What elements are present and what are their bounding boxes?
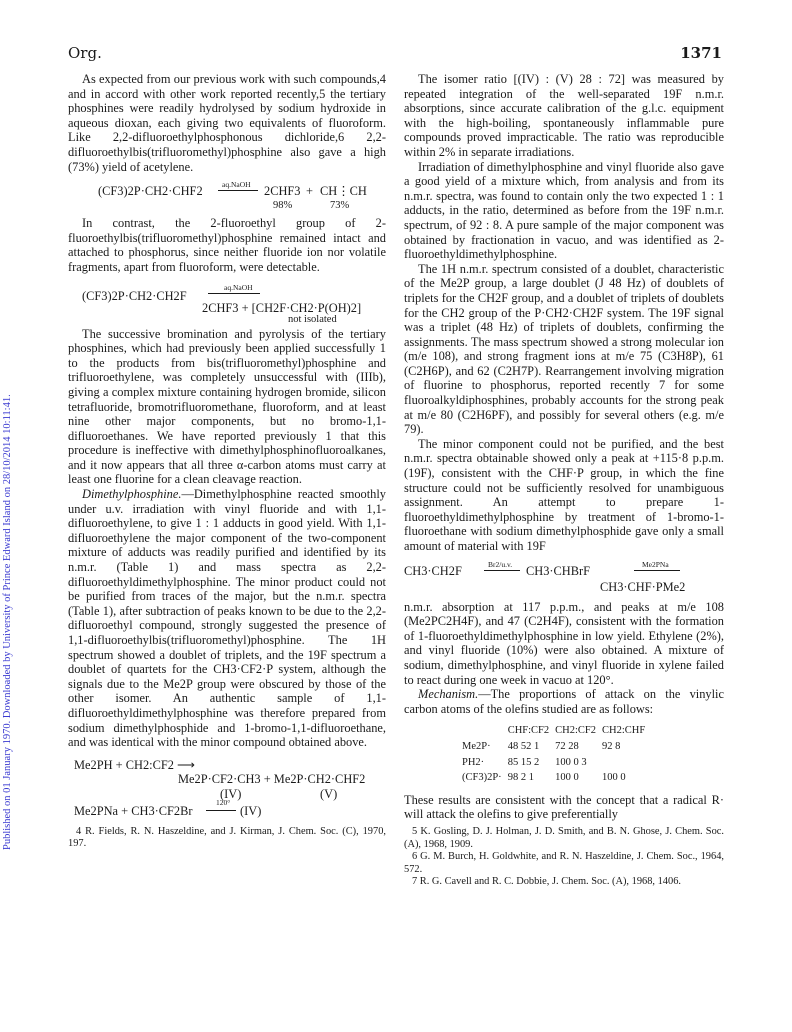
reaction-arrow [218, 190, 258, 191]
eq-intermediate: CH3·CHBrF [526, 563, 591, 578]
section-heading: Mechanism. [418, 687, 479, 702]
table-row: Me2P· 48 52 1 72 28 92 8 [462, 740, 621, 752]
paragraph: These results are consistent with the concept that a radical R· will attack the olefins to give preferentially [404, 792, 724, 822]
eq-product: (IV) [240, 803, 262, 818]
footnote: 5 K. Gosling, D. J. Holman, J. D. Smith, and B. N. Ghose, J. Chem. Soc. (A), 1968, 1909. [404, 825, 724, 850]
eq-products: 2CHF3 + [CH2F·CH2·P(OH)2] [202, 300, 362, 315]
paragraph: The isomer ratio [(IV) : (V) 28 : 72] was measured by repeated integration of the well-separated 19F n.m.r. absorptions, since accurate calibration of the g.l.c. equipment with the high-boiling, spontaneously inflammable pure compounds proved impracticable. The ratio was reproducible within 2% in separate irradiations. [404, 72, 724, 159]
eq-product: CH3·CHF·PMe2 [600, 579, 686, 594]
eq-reagent: Me2PNa [642, 559, 669, 569]
table-row: (CF3)2P· 98 2 1 100 0 100 0 [462, 772, 626, 784]
equation-hydrolysis-1 [68, 178, 386, 210]
paragraph: Mechanism.—The proportions of attack on the vinylic carbon atoms of the olefins studied are as follows: [404, 687, 724, 716]
eq-reagent: aq.NaOH [224, 282, 253, 292]
footnote: 7 R. G. Cavell and R. C. Dobbie, J. Chem. Soc. (A), 1968, 1406. [412, 876, 681, 888]
reaction-arrow [208, 293, 260, 294]
page-number: 1371 [680, 44, 722, 62]
provenance-sidenote[interactable]: Published on 01 January 1970. Downloaded by University of Prince Edward Island on 28/10/2014 10:11:41. [2, 394, 13, 850]
footnotes [68, 826, 386, 851]
table-row: PH2· 85 15 2 100 0 3 [462, 756, 587, 768]
table-header-row: CHF:CF2 CH2:CF2 CH2:CHF [507, 725, 646, 737]
eq-product: CH⋮CH [320, 184, 367, 199]
eq-yield: 98% [273, 200, 293, 212]
eq-reactant: CH3·CH2F [404, 563, 462, 578]
eq-reagent: 120° [216, 797, 231, 807]
equation-hydrolysis-2 [68, 279, 386, 325]
reaction-arrow [484, 570, 520, 571]
eq-line: Me2PNa + CH3·CF2Br [74, 803, 193, 818]
reaction-arrow [634, 570, 680, 571]
eq-label: (V) [320, 786, 338, 801]
reaction-arrow [206, 810, 236, 811]
paragraph: Irradiation of dimethylphosphine and vinyl fluoride also gave a good yield of a mixture which, from analysis and from its n.m.r. spectra, was found to contain only the two expected 1 : 1 adducts, in the ratio, determined as before from the 19F n.m.r. spectrum, of 92 : 8. A pure sample of the major component was obtained by fractionation in vacuo, and was identified as 2-fluoroethyldimethylphosphine. [404, 159, 724, 262]
eq-product: 2CHF3 [264, 184, 301, 199]
footnote: 4 R. Fields, R. N. Haszeldine, and J. Kirman, J. Chem. Soc. (C), 1970, 197. [68, 825, 386, 850]
eq-note: not isolated [288, 313, 337, 325]
section-heading: Dimethylphosphine. [82, 487, 182, 502]
attack-proportions-table [462, 724, 651, 786]
right-column [404, 72, 724, 889]
equation-addition [68, 754, 386, 820]
eq-yield: 73% [330, 200, 350, 212]
paragraph: As expected from our previous work with such compounds,4 and in accord with other work reported recently,5 the tertiary phosphines were readily hydrolysed by sodium hydroxide in aqueous dioxan, each giving two equivalents of fluoroform. Like 2,2-difluoroethylphosphonous dichloride,6 2,2-difluoroethylbis(trifluoromethyl)phosphine also gave a high (73%) yield of acetylene. [68, 72, 386, 174]
paragraph: The 1H n.m.r. spectrum consisted of a doublet, characteristic of the Me2P group, a large doublet (J 48 Hz) of doublets of triplets for the CH2F group, and a doublet of triplets of doublets for the CH2 group of the P·CH2·CH2F system. The 19F signal was a triplet (48 Hz) of triplets of doublets, confirming the assignments. The mass spectrum showed a strong molecular ion (m/e 108), and strong fragment ions at m/e 75 (C3H8P), 61 (C2H6P), and 62 (C2H7P). Rearrangement involving migration of fluorine to phosphorus, reported recently 7 for some fluoroalkyldiphosphines, probably accounts for the strong peak at m/e 80 (C2H6PF), and possibly for several others (e.g. m/e 79). [404, 261, 724, 437]
eq-label: (IV) [220, 786, 242, 801]
paragraph: n.m.r. absorption at 117 p.p.m., and peaks at m/e 108 (Me2PC2H4F), and 47 (C2H4F), consistent with the formation of 1-fluoroethyldimethylphosphine in low yield. Ethylene (2%), and vinyl fluoride (10%) were also obtained. A mixture of sodium, dimethylphosphine, and vinyl fluoride in xylene failed to react during one week in vacuo at 120°. [404, 599, 724, 687]
footnotes [404, 826, 724, 889]
paragraph: The minor component could not be purified, and the best n.m.r. spectra obtainable showed only a peak at +115·8 p.p.m. (19F), consistent with the CHF·P group, in which the fine structure could not be sufficiently resolved for unambiguous assignment. An attempt to prepare 1-fluoroethyldimethylphosphine by treatment of 1-bromo-1-fluoroethane with sodium dimethylphosphide gave only a small amount of material with 19F [404, 436, 724, 553]
equation-bromination [404, 558, 724, 594]
eq-line: Me2PH + CH2:CF2 ⟶ [74, 757, 195, 772]
footnote: 6 G. M. Burch, H. Goldwhite, and R. N. Haszeldine, J. Chem. Soc., 1964, 572. [404, 851, 724, 875]
eq-reagent: aq.NaOH [222, 180, 251, 190]
eq-reactant: (CF3)2P·CH2·CHF2 [98, 184, 203, 199]
eq-reagent: Br2/u.v. [488, 559, 513, 569]
eq-line: Me2P·CF2·CH3 + Me2P·CH2·CHF2 [178, 771, 366, 786]
journal-section: Org. [68, 44, 102, 62]
paragraph: The successive bromination and pyrolysis of the tertiary phosphines, which had previously been applied successfully 1 to the products from bis(trifluoromethyl)phosphine and trifluoroethylene, was completely unsuccessful with (IIIb), giving a complex mixture containing hydrogen bromide, silicon tetrafluoride, bromotrifluoromethane, fluoroform, and at least nine other major components, but no bromo-1,1-difluoroethanes. We have reported previously 1 that this procedure is ineffective with dimethylphosphinofluoroalkanes, and it now appears that all three α-carbon atoms must carry at least one fluorine for a clean cleavage reaction. [68, 326, 386, 487]
eq-reactant: (CF3)2P·CH2·CH2F [82, 288, 187, 303]
paragraph: In contrast, the 2-fluoroethyl group of 2-fluoroethylbis(trifluoromethyl)phosphine remained intact and attached to phosphorus, since neither fluoride ion nor volatile fragments, apart from fluoroform, were detectable. [68, 216, 386, 274]
eq-plus: + [306, 184, 313, 199]
left-column [68, 72, 386, 851]
paragraph: Dimethylphosphine.—Dimethylphosphine reacted smoothly under u.v. irradiation with vinyl fluoride and with 1,1-difluoroethylene, to give 1 : 1 adducts in good yield. With 1,1-difluoroethylene the major component of the two-component mixture of adducts was readily purified and identified by its n.m.r. (Table 1) and mass spectra as 2,2-difluoroethyldimethylphosphine. The minor product could not be purified from traces of the major, but the n.m.r. spectra (Table 1), after subtraction of peaks known to be due to the 2,2-difluoroethyl compound, strongly suggested the presence of 1,1-difluoroethylbis(trifluoromethyl)phosphine. The 1H spectrum showed a doublet of triplets, and the 19F spectrum a doublet of quartets for the CH3·CF2·P system, although the signals due to the Me2P group were obscured by those of the other isomer. An authentic sample of 1,1-difluoroethyldimethylphosphine was therefore prepared from sodium dimethylphosphide and 1-bromo-1,1-difluoroethane, and was identical with the minor compound obtained above. [68, 487, 386, 750]
